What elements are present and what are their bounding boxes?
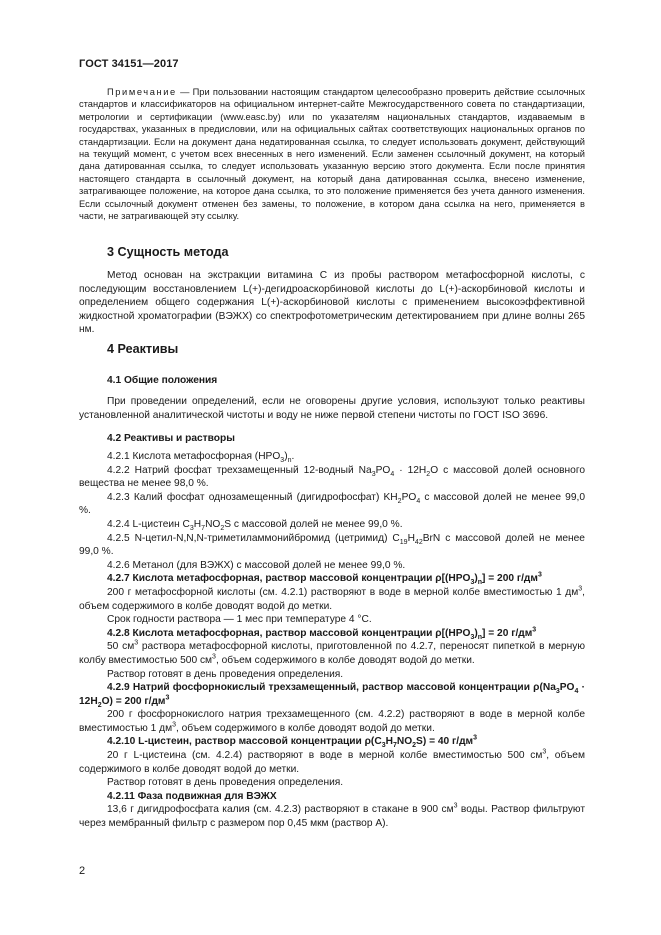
item-4-2-7-text: 200 г метафосфорной кислоты (см. 4.2.1) растворяют в воде в мерной колбе вместимостью 1 $дм^3$, объем содержимого в колбе доводят водой до метки. <box>79 585 585 612</box>
section-3-title: 3 Сущность метода <box>107 245 229 259</box>
section-4-title: 4 Реактивы <box>107 342 179 356</box>
section-3-text: Метод основан на экстракции витамина С из пробы раствором метафосфорной кислоты, с последующим восстановлением L(+)-дегидроаскорбиновой кислоты до L(+)-аскорбиновой кислоты и определением общего содержания L(+)-аскорбиновой кислоты с применением высокоэффективной жидкостной хроматографии (ВЭЖХ) со спектрофотометрическим детектированием при длине волны 265 нм. <box>79 270 585 336</box>
item-4-2-11-title: 4.2.11 Фаза подвижная для ВЭЖХ <box>107 790 277 802</box>
section-4-1-text: При проведении определений, если не оговорены другие условия, используют только реактивы установленной аналитической чистоты и воду не ниже первой степени чистоты по ГОСТ ISO 3696. <box>79 396 585 421</box>
item-4-2-5: 4.2.5 N-цетил-N,N,N-триметиламмонийбромид (цетримид) $C_{19}H_{42}BrN$ с массовой долей не менее 99,0 %. <box>79 532 585 558</box>
item-4-2-9-text: 200 г фосфорнокислого натрия трехзамещенного (см. 4.2.2) растворяют в воде в мерной колбе вместимостью 1 $дм^3$, объем содержимого в колбе доводят водой до метки. <box>79 709 585 734</box>
page-header: ГОСТ 34151—2017 <box>79 58 179 70</box>
page-number: 2 <box>79 865 86 877</box>
reference-note <box>79 86 585 222</box>
item-4-2-10-text: 20 г L-цистеина (см. 4.2.4) растворяют в воде в мерной колбе вместимостью 500 $см^3$, объем содержимого в колбе доводят водой до метки. <box>79 748 585 775</box>
note-label: Примечание <box>107 87 177 97</box>
item-4-2-10-same-day: Раствор готовят в день проведения определения. <box>107 777 344 789</box>
item-4-2-8-same-day: Раствор готовят в день проведения определения. <box>107 668 344 680</box>
item-4-2-8-text: 50 $см^3$ раствора метафосфорной кислоты, приготовленной по 4.2.7, переносят пипеткой в мерную колбу вместимостью 500 $см^3$, объем содержимого в колбе доводят водой до метки. <box>79 639 585 666</box>
section-4-1-title: 4.1 Общие положения <box>107 375 218 386</box>
item-4-2-2: 4.2.2 Натрий фосфат трехзамещенный 12-водный $Na_3PO_4 \cdot 12H_2O$ с массовой долей основного вещества не менее 98,0 %. <box>79 464 585 490</box>
item-4-2-8-title: 4.2.8 Кислота метафосфорная, раствор массовой концентрации $\rho[(HPO_3)_n] = 20$ $г/дм^3$ <box>107 626 537 641</box>
item-4-2-4: 4.2.4 L-цистеин $C_3H_7NO_2S$ с массовой долей не менее 99,0 %. <box>107 518 403 532</box>
item-4-2-7-title: 4.2.7 Кислота метафосфорная, раствор массовой концентрации $\rho[(HPO_3)_n] = 200$ $г/дм^3$ <box>107 571 542 587</box>
reagents-list <box>79 450 585 831</box>
item-4-2-11-text: 13,6 г дигидрофосфата калия (см. 4.2.3) растворяют в стакане в 900 $см^3$ воды. Раствор фильтруют через мембранный фильтр с размером пор 0,45 мкм (раствор А). <box>79 803 586 830</box>
section-4-2-title: 4.2 Реактивы и растворы <box>107 433 235 444</box>
note-text: — При пользовании настоящим стандартом целесообразно проверить действие ссылочных стандартов и классификаторов на официальном интернет-сайте Межгосударственного совета по стандартизации, метрологии и сертификации (www.easc.by) или по указателям национальных стандартов, издаваемым в государствах, указанных в предисловии, или на официальных сайтах соответствующих национальных органов по стандартизации. Если на документ дана недатированная ссылка, то следует использовать документ, действующий на текущий момент, с учетом всех внесенных в него изменений. Если заменен ссылочный документ, на который дана датированная ссылка, то следует использовать указанную версию этого документа. Если после принятия настоящего стандарта в ссылочный документ, на который дана датированная ссылка, внесено изменение, затрагивающее положение, на которое дана ссылка, то это положение применяется без учета данного изменения. Если ссылочный документ отменен без замены, то положение, в котором дана ссылка на него, применяется в части, не затрагивающей эту ссылку. <box>79 87 585 222</box>
item-4-2-3: 4.2.3 Калий фосфат однозамещенный (дигидрофосфат) $KH_2PO_4$ с массовой долей не менее 99,0 %. <box>79 491 585 517</box>
item-4-2-1: 4.2.1 Кислота метафосфорная $(HPO_3)_n$. <box>107 451 295 465</box>
item-4-2-6: 4.2.6 Метанол (для ВЭЖХ) с массовой долей не менее 99,0 %. <box>107 559 406 571</box>
item-4-2-9-title: 4.2.9 Натрий фосфорнокислый трехзамещенный, раствор массовой концентрации $\rho(Na_3PO_4 \cdot 12H_2O) = 200$ $г/дм^3$ <box>79 682 585 709</box>
item-4-2-10-title: 4.2.10 L-цистеин, раствор массовой концентрации $\rho(C_3H_7NO_2S) = 40$ $г/дм^3$ <box>107 735 477 750</box>
item-4-2-7-shelf-life: Срок годности раствора — 1 мес при температуре 4 °С. <box>107 614 372 626</box>
